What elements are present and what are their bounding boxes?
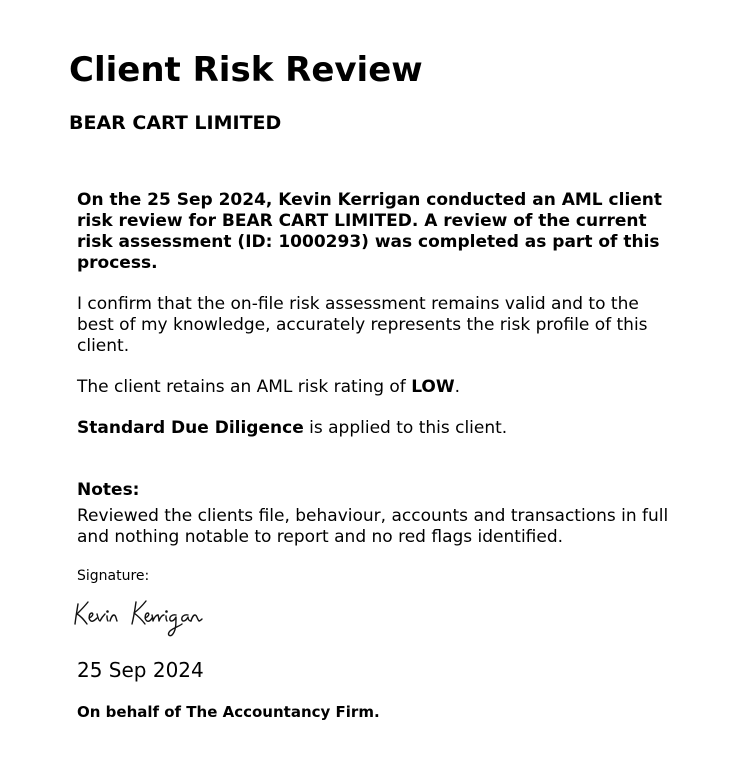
on-behalf-of: On behalf of The Accountancy Firm.	[77, 703, 380, 721]
review-summary: On the 25 Sep 2024, Kevin Kerrigan conducted an AML client risk review for BEAR CART LIMITED. A review of the current risk assessment (ID: 1000293) was completed as part of this process.	[77, 190, 663, 273]
due-diligence-suffix: is applied to this client.	[303, 418, 508, 438]
due-diligence-level: Standard Due Diligence	[77, 418, 304, 438]
risk-rating-suffix: .	[454, 377, 461, 397]
notes-text: Reviewed the clients file, behaviour, accounts and transactions in full and nothing notable to report and no red flags identified.	[77, 506, 669, 547]
signature-date: 25 Sep 2024	[77, 658, 204, 682]
signature-label: Signature:	[77, 568, 150, 584]
client-name: BEAR CART LIMITED	[69, 112, 282, 134]
risk-rating-value: LOW	[411, 377, 455, 397]
page-title: Client Risk Review	[69, 50, 423, 90]
handwritten-signature	[72, 594, 242, 640]
assessment-confirmation: I confirm that the on-file risk assessment remains valid and to the best of my knowledge, accurately represents the risk profile of this client.	[77, 294, 648, 356]
risk-rating-statement	[77, 377, 677, 398]
due-diligence-statement	[77, 418, 677, 439]
risk-rating-prefix: The client retains an AML risk rating of	[77, 377, 412, 397]
notes-label: Notes:	[77, 480, 140, 500]
